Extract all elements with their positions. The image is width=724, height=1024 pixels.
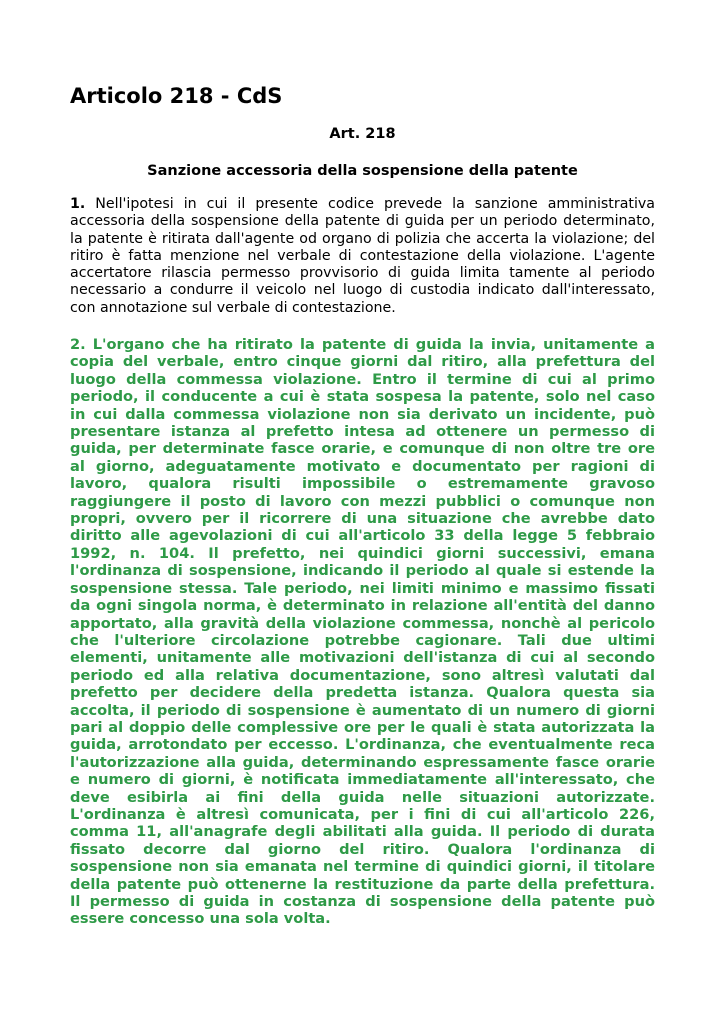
article-number: Art. 218 bbox=[329, 126, 396, 142]
paragraph-1 bbox=[70, 196, 655, 317]
document-title: Articolo 218 - CdS bbox=[70, 84, 283, 108]
paragraph-1-number: 1. bbox=[70, 196, 86, 212]
paragraph-1-text: Nell'ipotesi in cui il presente codice prevede la sanzione amministrativa accessoria della sospensione della patente di guida per un periodo determinato, la patente è ritirata dall'agente od organo di polizia che accerta la violazione; del ritiro è fatta menzione nel verbale di contestazione della violazione. L'agente accertatore rilascia permesso provvisorio di guida limita tamente al periodo necessario a condurre il veicolo nel luogo di custodia indicato dall'interessato, con annotazione sul verbale di contestazione. bbox=[70, 196, 655, 316]
article-heading: Sanzione accessoria della sospensione della patente bbox=[147, 163, 578, 179]
paragraph-2: 2. L'organo che ha ritirato la patente di guida la invia, unitamente a copia del verbale, entro cinque giorni dal ritiro, alla prefettura del luogo della commessa violazione. Entro il termine di cui al primo periodo, il conducente a cui è stata sospesa la patente, solo nel caso in cui dalla commessa violazione non sia derivato un incidente, può presentare istanza al prefetto intesa ad ottenere un permesso di guida, per determinate fasce orarie, e comunque di non oltre tre ore al giorno, adeguatamente motivato e documentato per ragioni di lavoro, qualora risulti impossibile o estremamente gravoso raggiungere il posto di lavoro con mezzi pubblici o comunque non propri, ovvero per il ricorrere di una situazione che avrebbe dato diritto alle agevolazioni di cui all'articolo 33 della legge 5 febbraio 1992, n. 104. Il prefetto, nei quindici giorni successivi, emana l'ordinanza di sospensione, indicando il periodo al quale si estende la sospensione stessa. Tale periodo, nei limiti minimo e massimo fissati da ogni singola norma, è determinato in relazione all'entità del danno apportato, alla gravità della violazione commessa, nonchè al pericolo che l'ulteriore circolazione potrebbe cagionare. Tali due ultimi elementi, unitamente alle motivazioni dell'istanza di cui al secondo periodo ed alla relativa documentazione, sono altresì valutati dal prefetto per decidere della predetta istanza. Qualora questa sia accolta, il periodo di sospensione è aumentato di un numero di giorni pari al doppio delle complessive ore per le quali è stata autorizzata la guida, arrotondato per eccesso. L'ordinanza, che eventualmente reca l'autorizzazione alla guida, determinando espressamente fasce orarie e numero di giorni, è notificata immediatamente all'interessato, che deve esibirla ai fini della guida nelle situazioni autorizzate. L'ordinanza è altresì comunicata, per i fini di cui all'articolo 226, comma 11, all'anagrafe degli abilitati alla guida. Il periodo di durata fissato decorre dal giorno del ritiro. Qualora l'ordinanza di sospensione non sia emanata nel termine di quindici giorni, il titolare della patente può ottenerne la restituzione da parte della prefettura. Il permesso di guida in costanza di sospensione della patente può essere concesso una sola volta. bbox=[70, 336, 655, 928]
